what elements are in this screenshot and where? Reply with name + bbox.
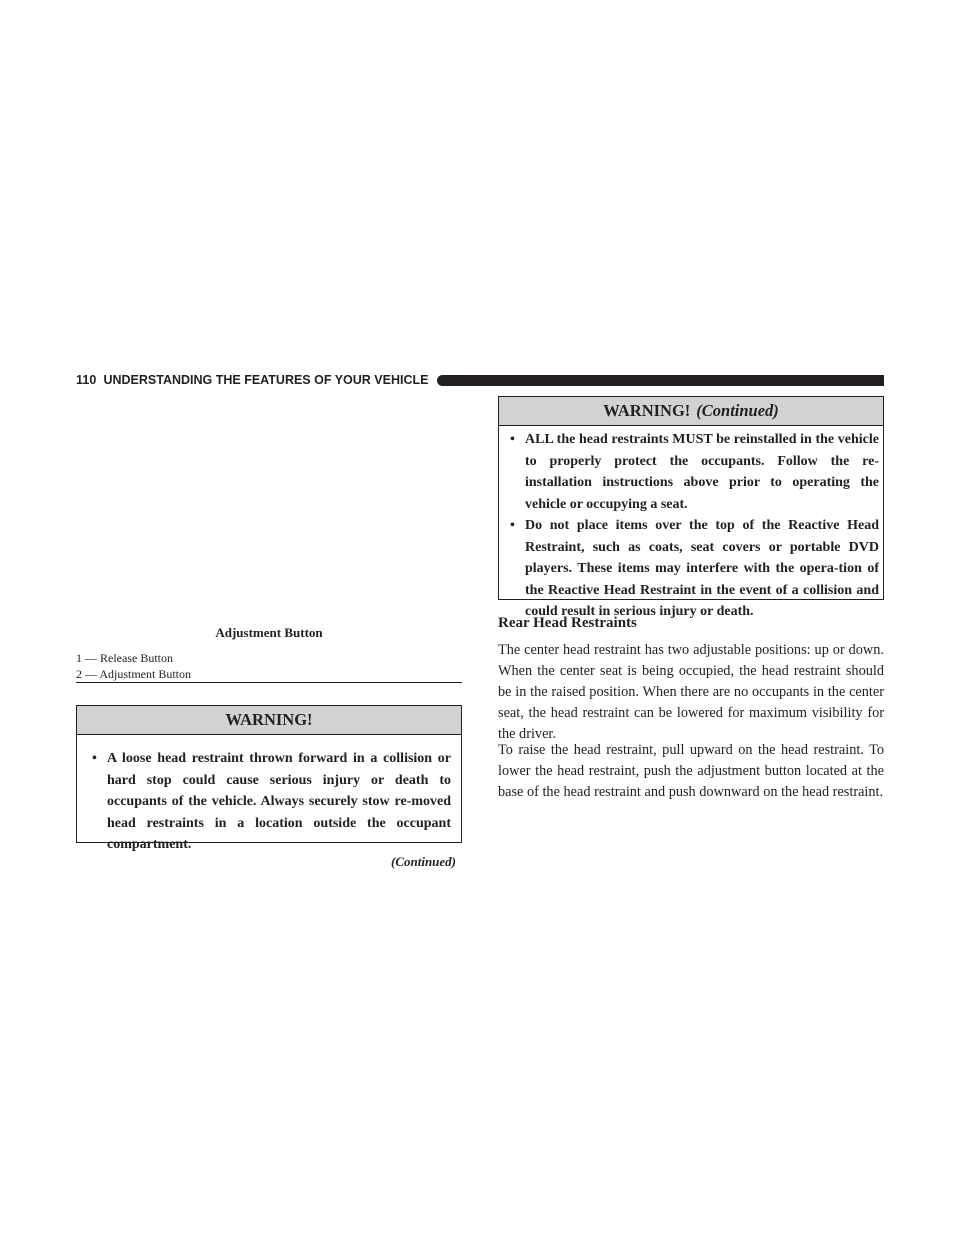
bullet-icon: • [510,518,515,533]
warning-box-right [498,396,884,619]
warning-list [77,735,461,856]
page-number: 110 [76,373,97,387]
legend-item: 2 — Adjustment Button [76,667,192,681]
legend-item: 1 — Release Button [76,651,173,665]
warning-box-left [76,705,462,852]
bullet-icon: • [92,751,97,766]
figure-legend [76,650,462,682]
warning-item [86,748,451,856]
continued-label: (Continued) [390,854,456,869]
warning-item-text: Do not place items over the top of the Reactive Head Restraint, such as coats, seat covers or portable DVD players. These items may interfere with the opera-tion of the Reactive Head Restraint in the event of a collision and could result in serious injury or death. [525,518,879,619]
header-bar [437,375,885,386]
bullet-icon: • [510,432,515,447]
warning-item [504,515,879,623]
warning-title-suffix: (Continued) [696,401,779,420]
figure-caption: Adjustment Button [215,625,323,640]
body-paragraph: To raise the head restraint, pull upward on the head restraint. To lower the head restraint, push the adjustment button located at the base of the head restraint and push downward on the head restraint. [498,742,884,800]
warning-title [77,706,461,735]
warning-item-text: A loose head restraint thrown forward in a collision or hard stop could cause serious injury or death to occupants of the vehicle. Always securely stow re-moved head restraints in a location outside the occupant compartment. [107,751,451,852]
warning-item [504,429,879,515]
section-title: UNDERSTANDING THE FEATURES OF YOUR VEHICLE [103,373,429,387]
page-header [76,372,884,388]
body-paragraph: The center head restraint has two adjustable positions: up or down. When the center seat is being occupied, the head restraint should be in the raised position. When there are no occupants in the center seat, the head restraint can be lowered for maximum visibility for the driver. [498,642,884,742]
warning-title-text: WARNING! [225,710,313,729]
warning-item-text: ALL the head restraints MUST be reinstalled in the vehicle to properly protect the occupants. Follow the re-installation instructions above prior to operating the vehicle or occupying a seat. [525,432,879,512]
section-heading: Rear Head Restraints [498,615,637,631]
legend-divider [76,682,462,683]
warning-title-text: WARNING! [603,401,691,420]
warning-list [499,426,883,623]
warning-title [499,397,883,426]
